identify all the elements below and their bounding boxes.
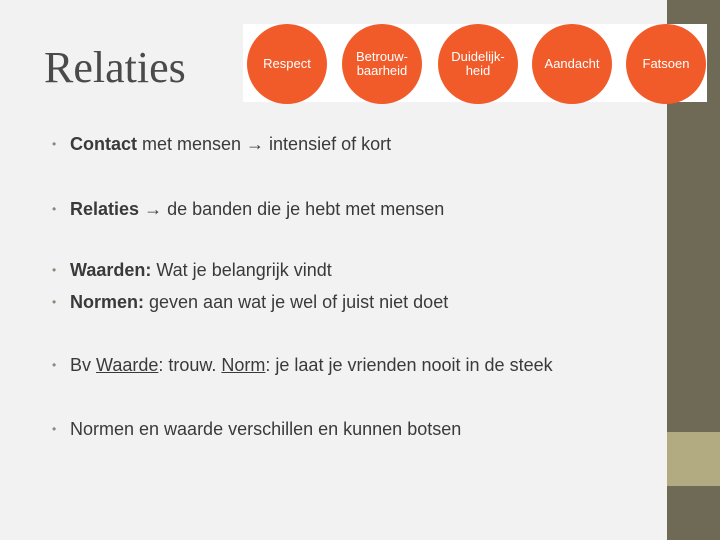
slide-title: Relaties (44, 43, 186, 92)
arrow-icon: → (246, 134, 265, 154)
bullet-dot: • (52, 295, 57, 309)
circle-fatsoen: Fatsoen (626, 24, 706, 104)
circle-aandacht: Aandacht (532, 24, 612, 104)
circle-duidelijkheid: Duidelijk- heid (438, 24, 518, 104)
circle-respect: Respect (247, 24, 327, 104)
side-accent (667, 432, 720, 486)
bullet-dot: • (52, 263, 57, 277)
bullet-dot: • (52, 358, 57, 372)
bullet-dot: • (52, 202, 57, 216)
bullet-dot: • (52, 137, 57, 151)
circle-betrouwbaarheid: Betrouw- baarheid (342, 24, 422, 104)
bullet-dot: • (52, 422, 57, 436)
arrow-icon: → (144, 199, 163, 219)
